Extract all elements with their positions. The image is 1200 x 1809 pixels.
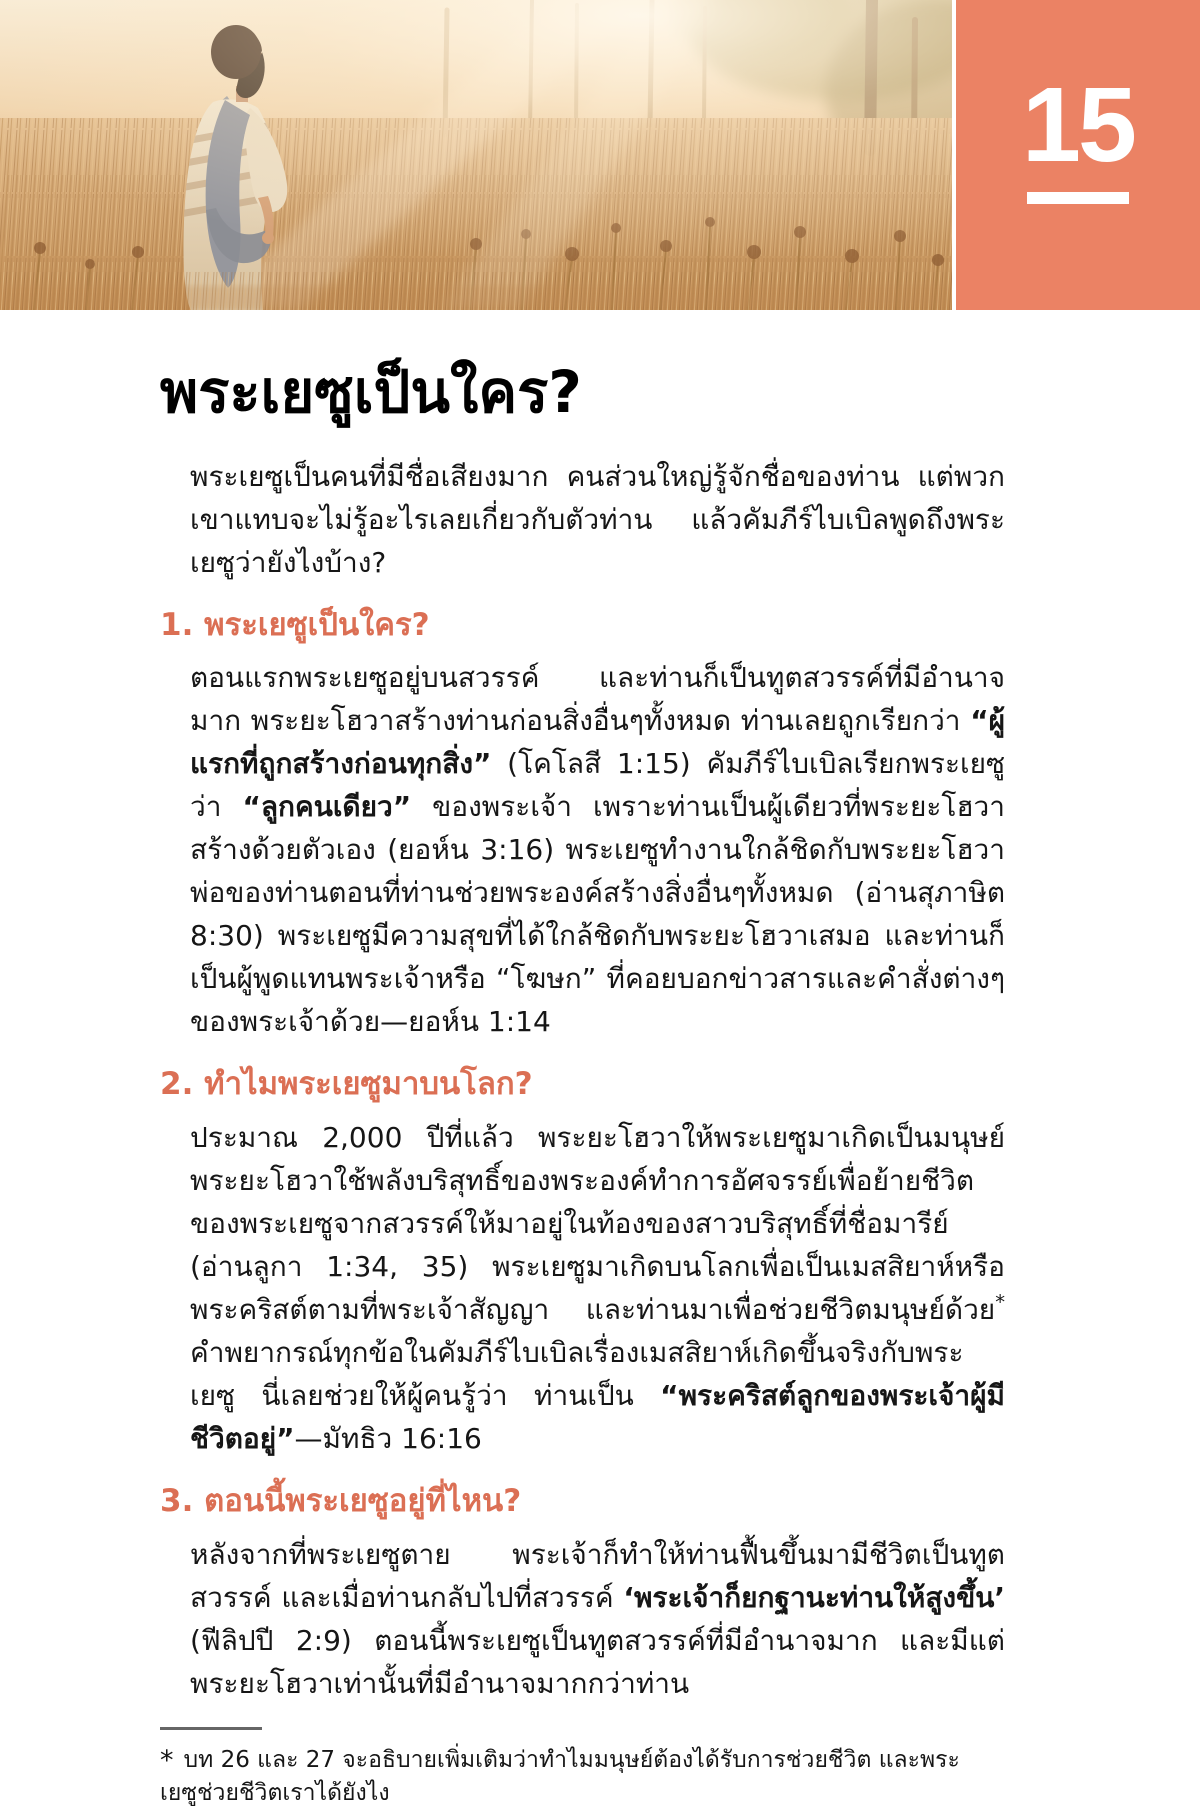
footnote-reference-asterisk: * xyxy=(995,1290,1005,1314)
footnote-body: บท 26 และ 27 จะอธิบายเพิ่มเติมว่าทำไมมนุษย์ต้องได้รับการช่วยชีวิต และพระเยซูช่วยชีวิตเราได้ยังไง xyxy=(160,1746,960,1806)
quoted-scripture-bold: ‘พระเจ้าก็ยกฐานะท่านให้สูงขึ้น’ xyxy=(623,1580,1005,1614)
body-text: (โคโลสี 1:15) คัมภีร์ไบเบิลเรียกพระเยซูว่า xyxy=(190,747,1005,824)
quoted-scripture-bold: “ผู้แรกที่ถูกสร้างก่อนทุกสิ่ง” xyxy=(190,704,1005,781)
chapter-number: 15 xyxy=(1022,66,1134,184)
section-heading-2: 2. ทำไมพระเยซูมาบนโลก? xyxy=(160,1066,533,1103)
footnote-marker: * xyxy=(160,1744,174,1776)
hero-photo xyxy=(0,0,952,310)
chapter-number-badge xyxy=(956,0,1200,310)
light-glow-overlay xyxy=(0,0,952,310)
body-text: หลังจากที่พระเยซูตาย พระเจ้าก็ทำให้ท่านฟื้นขึ้นมามีชีวิตเป็นทูตสวรรค์ และเมื่อท่านกลับไปที่สวรรค์ xyxy=(190,1537,1005,1614)
footnote xyxy=(160,1727,1005,1809)
body-paragraph xyxy=(190,656,1005,1043)
body-text: ตอนแรกพระเยซูอยู่บนสวรรค์ และท่านก็เป็นทูตสวรรค์ที่มีอำนาจมาก พระยะโฮวาสร้างท่านก่อนสิ่งอื่นๆทั้งหมด ท่านเลยถูกเรียกว่า xyxy=(190,661,1005,738)
quoted-scripture-bold: “ลูกคนเดียว” xyxy=(242,790,412,824)
page-title: พระเยซูเป็นใคร? xyxy=(160,358,582,426)
body-text: ประมาณ 2,000 ปีที่แล้ว พระยะโฮวาให้พระเยซูมาเกิดเป็นมนุษย์ พระยะโฮวาใช้พลังบริสุทธิ์ของพระองค์ทำการอัศจรรย์เพื่อย้ายชีวิตของพระเยซูจากสวรรค์ให้มาอยู่ในท้องของสาวบริสุทธิ์ที่ชื่อมารีย์ (อ่านลูกา 1:34, 35) พระเยซูมาเกิดบนโลกเพื่อเป็นเมสสิยาห์หรือพระคริสต์ตามที่พระเจ้าสัญญา และท่านมาเพื่อช่วยชีวิตมนุษย์ด้วย xyxy=(190,1121,1005,1326)
body-text: —มัทธิว 16:16 xyxy=(294,1422,482,1455)
intro-paragraph: พระเยซูเป็นคนที่มีชื่อเสียงมาก คนส่วนใหญ่รู้จักชื่อของท่าน แต่พวกเขาแทบจะไม่รู้อะไรเลยเกี่ยวกับตัวท่าน แล้วคัมภีร์ไบเบิลพูดถึงพระเยซูว่ายังไงบ้าง? xyxy=(190,459,1005,579)
body-text: ของพระเจ้า เพราะท่านเป็นผู้เดียวที่พระยะโฮวาสร้างด้วยตัวเอง (ยอห์น 3:16) พระเยซูทำงานใกล้ชิดกับพระยะโฮวาพ่อของท่านตอนที่ท่านช่วยพระองค์สร้างสิ่งอื่นๆทั้งหมด (อ่านสุภาษิต 8:30) พระเยซูมีความสุขที่ได้ใกล้ชิดกับพระยะโฮวาเสมอ และท่านก็เป็นผู้พูดแทนพระเจ้าหรือ “โฆษก” ที่คอยบอกข่าวสารและคำสั่งต่างๆของพระเจ้าด้วย—ยอห์น 1:14 xyxy=(190,790,1005,1039)
section-heading-3: 3. ตอนนี้พระเยซูอยู่ที่ไหน? xyxy=(160,1483,522,1519)
quoted-scripture-bold: “พระคริสต์ลูกของพระเจ้าผู้มีชีวิตอยู่” xyxy=(190,1379,1005,1455)
chapter-number-underline xyxy=(1027,192,1129,204)
body-text: คำพยากรณ์ทุกข้อในคัมภีร์ไบเบิลเรื่องเมสสิยาห์เกิดขึ้นจริงกับพระเยซู นี่เลยช่วยให้ผู้คนรู้ว่า ท่านเป็น xyxy=(190,1336,964,1412)
hero-banner xyxy=(0,0,1200,310)
section-heading-1: 1. พระเยซูเป็นใคร? xyxy=(160,606,430,643)
body-paragraph xyxy=(190,1533,1005,1705)
lesson-content xyxy=(0,356,1200,1809)
body-text: (ฟีลิปปี 2:9) ตอนนี้พระเยซูเป็นทูตสวรรค์ที่มีอำนาจมาก และมีแต่พระยะโฮวาเท่านั้นที่มีอำนาจมากกว่าท่าน xyxy=(190,1623,1005,1700)
body-paragraph xyxy=(190,1116,1005,1460)
sections xyxy=(160,606,1005,1705)
footnote-text xyxy=(160,1744,1005,1809)
footnote-divider xyxy=(160,1727,262,1730)
